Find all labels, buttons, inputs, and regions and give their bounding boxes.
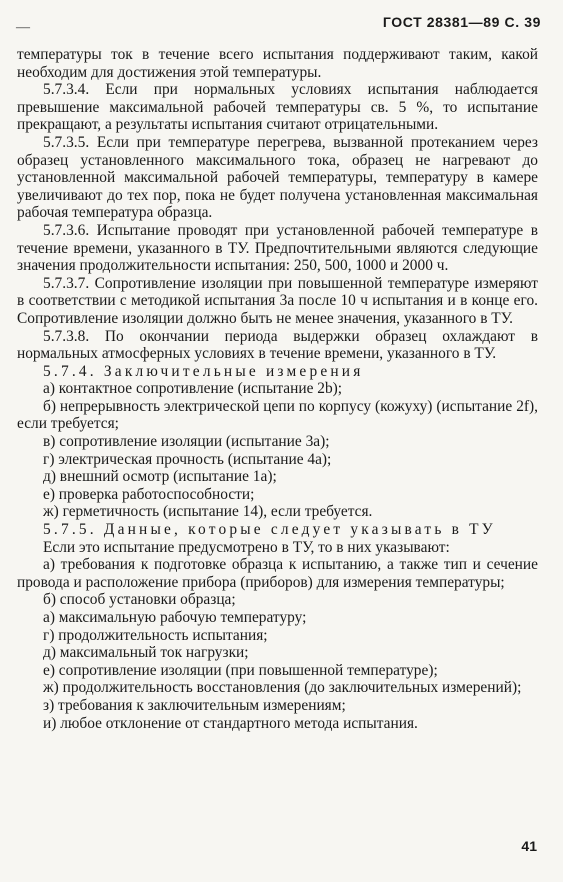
list-item: в) сопротивление изоляции (испытание 3a); <box>43 433 330 451</box>
list-item: б) непрерывность электрической цепи по корпусу (кожуху) (испытание 2f), если требуется; <box>17 397 538 433</box>
paragraph: Если это испытание предусмотрено в ТУ, то в них указывают: <box>43 538 450 556</box>
list-item: а) контактное сопротивление (испытание 2b); <box>43 380 343 398</box>
list-item: д) внешний осмотр (испытание 1a); <box>43 468 277 486</box>
list-item: а) максимальную рабочую температуру; <box>43 609 307 626</box>
list-item: д) максимальный ток нагрузки; <box>43 644 249 662</box>
paragraph: 5.7.3.7. Сопротивление изоляции при повышенной температуре измеряют в соответствии с методикой испытания 3а после 10 ч испытания и в конце его. Сопротивление изоляции должно быть не менее значения, указанного в ТУ. <box>17 274 538 327</box>
page-header: ГОСТ 28381—89 С. 39 <box>382 14 541 30</box>
list-item: е) проверка работоспособности; <box>43 485 255 503</box>
list-item: г) электрическая прочность (испытание 4a); <box>43 450 332 468</box>
paragraph: 5.7.3.4. Если при нормальных условиях испытания наблюдается превышение максимальной рабочей температуры св. 5 %, то испытание прекращают, а результаты испытания считают отрицательными. <box>17 81 538 134</box>
list-item: б) способ установки образца; <box>43 591 236 609</box>
list-item: ж) продолжительность восстановления (до заключительных измерений); <box>43 679 522 697</box>
section-heading: 5.7.5. Данные, которые следует указывать в ТУ <box>43 521 496 539</box>
page-number: 41 <box>521 838 537 855</box>
list-item: з) требования к заключительным измерениям; <box>43 696 346 714</box>
list-item: ж) герметичность (испытание 14), если требуется. <box>43 503 373 521</box>
section-heading: 5.7.4. Заключительные измерения <box>43 362 364 380</box>
paragraph: температуры ток в течение всего испытания поддерживают таким, какой необходим для достижения этой температуры. <box>17 46 538 81</box>
paragraph: 5.7.3.6. Испытание проводят при установленной рабочей температуре в течение времени, указанного в ТУ. Предпочтительными являются следующие значения продолжительности испытания: 250, 500, 1000 и 2000 ч. <box>17 221 538 275</box>
list-item: г) продолжительность испытания; <box>43 626 268 644</box>
paragraph: 5.7.3.8. По окончании периода выдержки образец охлаждают в нормальных атмосферных условиях в течение времени, указанного в ТУ. <box>17 327 538 363</box>
header-dash: — <box>16 20 30 35</box>
list-item: и) любое отклонение от стандартного метода испытания. <box>43 714 418 732</box>
document-body <box>17 46 538 732</box>
paragraph: 5.7.3.5. Если при температуре перегрева, вызванной протеканием через образец установленного максимального тока, образец не нагревают до установленной максимальной рабочей температуры, температуру в камере увеличивают до тех пор, пока не будет получена установленная максимальная рабочая температура образца. <box>17 133 538 222</box>
list-item: а) требования к подготовке образца к испытанию, а также тип и сечение провода и расположение прибора (приборов) для измерения температуры; <box>17 556 538 591</box>
list-item: е) сопротивление изоляции (при повышенной температуре); <box>43 661 438 679</box>
